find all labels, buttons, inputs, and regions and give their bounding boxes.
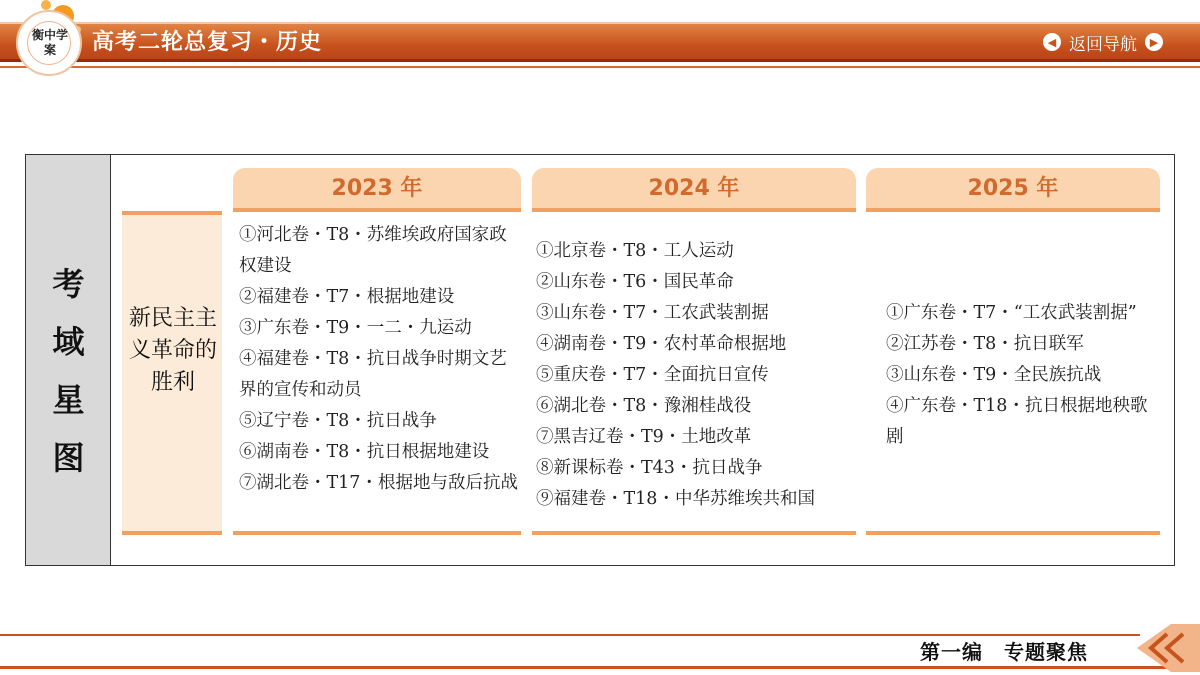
back-navigation-label[interactable]: 返回导航 [1069, 34, 1137, 55]
list-item: ②山东卷・T6・国民革命 [536, 272, 734, 292]
exam-list-2025 [886, 298, 1160, 453]
section-label: 第一编 专题聚焦 [920, 640, 1088, 664]
side-title-char: 考 [52, 265, 85, 303]
list-item: ③山东卷・T7・工农武装割据 [536, 303, 769, 323]
year-header-2023: 2023 年 [233, 168, 521, 212]
logo-text: 衡中学案 [32, 28, 69, 57]
decor-dot-small [41, 0, 51, 10]
chevron-left-circle-icon[interactable]: ◀ [1043, 33, 1061, 51]
list-item: ⑥湖南卷・T8・抗日根据地建设 [239, 442, 490, 462]
list-item: ④福建卷・T8・抗日战争时期文艺界的宣传和动员 [239, 349, 507, 400]
list-item: ①广东卷・T7・“工农武装割据” [886, 303, 1137, 323]
list-item: ①北京卷・T8・工人运动 [536, 241, 734, 261]
content-frame [25, 154, 1175, 566]
chevron-right-circle-icon[interactable]: ▶ [1145, 33, 1163, 51]
column-2023 [233, 212, 521, 535]
list-item: ②福建卷・T7・根据地建设 [239, 287, 455, 307]
list-item: ②江苏卷・T8・抗日联军 [886, 334, 1084, 354]
list-item: ⑥湖北卷・T8・豫湘桂战役 [536, 396, 752, 416]
list-item: ①河北卷・T8・苏维埃政府国家政权建设 [239, 225, 507, 276]
side-column [26, 155, 111, 565]
footer-divider-bottom [0, 666, 1200, 669]
list-item: ⑦湖北卷・T17・根据地与敌后抗战 [239, 473, 518, 493]
footer-divider-top [0, 634, 1140, 636]
side-title-char: 域 [52, 323, 85, 361]
side-title [26, 255, 111, 487]
column-2025 [866, 212, 1160, 535]
double-chevron-left-icon[interactable] [1137, 624, 1200, 672]
side-title-char: 星 [52, 381, 85, 419]
list-item: ③广东卷・T9・一二・九运动 [239, 318, 472, 338]
back-navigation-button[interactable] [1043, 29, 1163, 55]
list-item: ⑦黑吉辽卷・T9・土地改革 [536, 427, 752, 447]
list-item: ④湖南卷・T9・农村革命根据地 [536, 334, 787, 354]
list-item: ④广东卷・T18・抗日根据地秧歌剧 [886, 396, 1148, 447]
list-item: ③山东卷・T9・全民族抗战 [886, 365, 1102, 385]
side-title-char: 图 [52, 439, 85, 477]
list-item: ⑤辽宁卷・T8・抗日战争 [239, 411, 437, 431]
topic-label: 新民主主义革命的胜利 [128, 306, 217, 395]
year-header-2025: 2025 年 [866, 168, 1160, 212]
list-item: ⑨福建卷・T18・中华苏维埃共和国 [536, 489, 815, 509]
column-2024 [532, 212, 856, 535]
exam-list-2024 [536, 236, 856, 515]
exam-list-2023 [239, 220, 521, 499]
year-header-2024: 2024 年 [532, 168, 856, 212]
page-title: 高考二轮总复习・历史 [92, 30, 323, 55]
list-item: ⑧新课标卷・T43・抗日战争 [536, 458, 763, 478]
list-item: ⑤重庆卷・T7・全面抗日宣传 [536, 365, 769, 385]
topic-cell [122, 211, 222, 535]
logo [16, 10, 82, 76]
